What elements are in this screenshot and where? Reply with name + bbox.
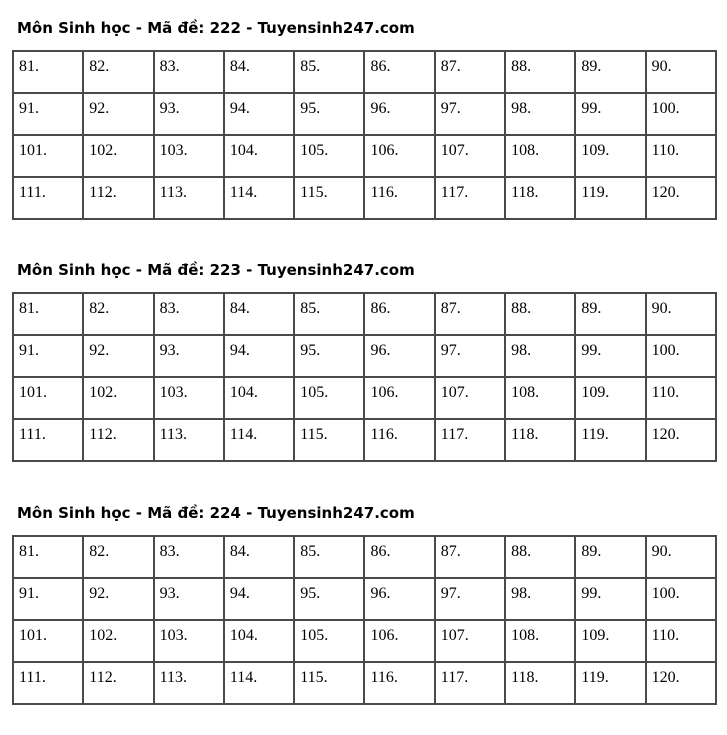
question-number: 90. — [651, 300, 672, 317]
answer-cell — [83, 51, 153, 93]
answer-cell — [505, 578, 575, 620]
question-number: 99. — [581, 585, 602, 602]
table-row — [13, 135, 716, 177]
question-number: 92. — [89, 585, 110, 602]
question-number: 116. — [370, 426, 398, 443]
question-number: 99. — [581, 342, 602, 359]
answer-cell — [13, 419, 83, 461]
question-number: 102. — [89, 384, 118, 401]
question-number: 105. — [300, 384, 329, 401]
question-number: 100. — [651, 585, 680, 602]
answer-cell — [364, 419, 434, 461]
question-number: 119. — [581, 669, 609, 686]
question-number: 106. — [370, 142, 399, 159]
question-number: 97. — [440, 342, 461, 359]
table-row — [13, 335, 716, 377]
answer-cell — [505, 335, 575, 377]
answer-cell — [646, 662, 716, 704]
answer-cell — [224, 536, 294, 578]
answer-cell — [575, 293, 645, 335]
answer-cell — [575, 578, 645, 620]
answer-cell — [575, 419, 645, 461]
question-number: 92. — [89, 342, 110, 359]
question-number: 118. — [511, 184, 539, 201]
question-number: 115. — [300, 426, 328, 443]
answer-cell — [364, 377, 434, 419]
question-number: 90. — [651, 58, 672, 75]
question-number: 117. — [440, 426, 469, 443]
answer-cell — [294, 620, 364, 662]
answer-cell — [13, 51, 83, 93]
answer-cell — [435, 377, 505, 419]
answer-cell — [224, 51, 294, 93]
answer-cell — [13, 135, 83, 177]
question-number: 101. — [19, 384, 47, 401]
answer-cell — [154, 536, 224, 578]
answer-cell — [224, 93, 294, 135]
question-number: 111. — [19, 426, 46, 443]
question-number: 89. — [581, 58, 602, 75]
answer-cell — [364, 51, 434, 93]
answer-cell — [435, 620, 505, 662]
answer-cell — [575, 662, 645, 704]
question-number: 119. — [581, 426, 609, 443]
answer-cell — [505, 135, 575, 177]
question-number: 120. — [651, 426, 680, 443]
question-number: 112. — [89, 669, 117, 686]
answer-cell — [224, 662, 294, 704]
answer-cell — [646, 620, 716, 662]
question-number: 108. — [511, 142, 540, 159]
answer-cell — [364, 93, 434, 135]
table-row — [13, 93, 716, 135]
question-number: 119. — [581, 184, 609, 201]
question-number: 107. — [440, 627, 469, 644]
question-number: 114. — [229, 184, 258, 201]
question-number: 85. — [300, 58, 321, 75]
answer-cell — [575, 335, 645, 377]
question-number: 106. — [370, 384, 399, 401]
question-number: 114. — [229, 669, 258, 686]
question-number: 105. — [300, 627, 329, 644]
answer-cell — [505, 93, 575, 135]
question-number: 82. — [89, 543, 110, 560]
answer-cell — [154, 135, 224, 177]
table-row — [13, 51, 716, 93]
question-number: 107. — [440, 142, 469, 159]
answer-cell — [224, 293, 294, 335]
question-number: 101. — [19, 627, 47, 644]
question-number: 102. — [89, 142, 118, 159]
question-number: 118. — [511, 669, 539, 686]
table-row — [13, 177, 716, 219]
answer-cell — [435, 293, 505, 335]
answer-cell — [575, 93, 645, 135]
answer-cell — [294, 51, 364, 93]
question-number: 109. — [581, 142, 610, 159]
answer-cell — [364, 293, 434, 335]
question-number: 93. — [159, 585, 180, 602]
answer-cell — [224, 177, 294, 219]
question-number: 96. — [370, 100, 391, 117]
question-number: 97. — [440, 585, 461, 602]
answer-cell — [224, 377, 294, 419]
answer-cell — [435, 51, 505, 93]
answer-cell — [83, 578, 153, 620]
answer-cell — [646, 419, 716, 461]
answer-cell — [294, 293, 364, 335]
question-number: 117. — [440, 669, 469, 686]
answer-cell — [13, 578, 83, 620]
question-number: 87. — [440, 300, 461, 317]
answer-cell — [646, 335, 716, 377]
question-number: 113. — [159, 669, 187, 686]
answer-cell — [224, 578, 294, 620]
question-number: 113. — [159, 426, 187, 443]
answer-cell — [364, 620, 434, 662]
question-number: 85. — [300, 300, 321, 317]
question-number: 106. — [370, 627, 399, 644]
question-number: 95. — [300, 342, 321, 359]
answer-cell — [505, 662, 575, 704]
answer-cell — [154, 662, 224, 704]
table-row — [13, 536, 716, 578]
question-number: 115. — [300, 669, 328, 686]
question-number: 82. — [89, 58, 110, 75]
question-number: 81. — [19, 58, 39, 75]
section-heading: Môn Sinh học - Mã đề: 224 - Tuyensinh247.com — [17, 504, 415, 522]
question-number: 110. — [651, 142, 680, 159]
answer-cell — [224, 620, 294, 662]
question-number: 83. — [159, 543, 180, 560]
question-number: 116. — [370, 184, 398, 201]
question-number: 88. — [511, 58, 532, 75]
answer-cell — [646, 177, 716, 219]
answer-cell — [154, 93, 224, 135]
question-number: 107. — [440, 384, 469, 401]
answer-cell — [435, 419, 505, 461]
question-number: 101. — [19, 142, 47, 159]
answer-cell — [505, 177, 575, 219]
question-number: 96. — [370, 342, 391, 359]
question-number: 103. — [159, 142, 188, 159]
question-number: 102. — [89, 627, 118, 644]
answer-cell — [294, 177, 364, 219]
question-number: 118. — [511, 426, 539, 443]
question-number: 94. — [229, 342, 250, 359]
answer-cell — [13, 377, 83, 419]
answer-cell — [575, 377, 645, 419]
question-number: 110. — [651, 384, 680, 401]
answer-cell — [575, 135, 645, 177]
answer-cell — [294, 377, 364, 419]
question-number: 83. — [159, 58, 180, 75]
question-number: 111. — [19, 184, 46, 201]
question-number: 81. — [19, 300, 39, 317]
answer-cell — [154, 177, 224, 219]
answer-cell — [435, 536, 505, 578]
question-number: 91. — [19, 100, 39, 117]
question-number: 112. — [89, 184, 117, 201]
answer-cell — [154, 335, 224, 377]
question-number: 108. — [511, 627, 540, 644]
question-number: 95. — [300, 585, 321, 602]
answer-cell — [83, 377, 153, 419]
answer-cell — [646, 51, 716, 93]
question-number: 87. — [440, 543, 461, 560]
question-number: 113. — [159, 184, 187, 201]
answer-cell — [13, 620, 83, 662]
answer-cell — [505, 377, 575, 419]
question-number: 105. — [300, 142, 329, 159]
question-number: 81. — [19, 543, 39, 560]
question-number: 103. — [159, 384, 188, 401]
answer-cell — [83, 335, 153, 377]
question-number: 88. — [511, 300, 532, 317]
answer-cell — [294, 536, 364, 578]
answer-cell — [294, 662, 364, 704]
question-number: 98. — [511, 100, 532, 117]
answer-cell — [13, 536, 83, 578]
question-number: 90. — [651, 543, 672, 560]
question-number: 99. — [581, 100, 602, 117]
table-row — [13, 662, 716, 704]
answer-cell — [13, 293, 83, 335]
question-number: 110. — [651, 627, 680, 644]
question-number: 116. — [370, 669, 398, 686]
question-number: 117. — [440, 184, 469, 201]
answer-cell — [154, 293, 224, 335]
answer-cell — [83, 93, 153, 135]
question-number: 83. — [159, 300, 180, 317]
answer-cell — [294, 335, 364, 377]
question-number: 108. — [511, 384, 540, 401]
answer-cell — [505, 293, 575, 335]
answer-cell — [224, 135, 294, 177]
answer-cell — [13, 335, 83, 377]
question-number: 98. — [511, 585, 532, 602]
answer-cell — [364, 335, 434, 377]
answer-table — [12, 535, 717, 705]
question-number: 98. — [511, 342, 532, 359]
question-number: 104. — [229, 627, 258, 644]
answer-cell — [575, 536, 645, 578]
answer-cell — [83, 177, 153, 219]
answer-cell — [294, 419, 364, 461]
answer-cell — [224, 335, 294, 377]
answer-cell — [435, 135, 505, 177]
answer-cell — [154, 377, 224, 419]
answer-cell — [83, 536, 153, 578]
question-number: 109. — [581, 384, 610, 401]
question-number: 93. — [159, 100, 180, 117]
question-number: 84. — [229, 543, 250, 560]
question-number: 89. — [581, 300, 602, 317]
answer-cell — [505, 620, 575, 662]
answer-cell — [154, 620, 224, 662]
question-number: 91. — [19, 342, 39, 359]
table-row — [13, 293, 716, 335]
question-number: 97. — [440, 100, 461, 117]
answer-cell — [364, 578, 434, 620]
question-number: 100. — [651, 100, 680, 117]
answer-cell — [154, 578, 224, 620]
question-number: 86. — [370, 300, 391, 317]
answer-cell — [435, 93, 505, 135]
answer-table — [12, 50, 717, 220]
answer-cell — [505, 51, 575, 93]
question-number: 86. — [370, 58, 391, 75]
answer-cell — [294, 93, 364, 135]
question-number: 109. — [581, 627, 610, 644]
question-number: 104. — [229, 142, 258, 159]
question-number: 94. — [229, 100, 250, 117]
answer-cell — [646, 578, 716, 620]
answer-cell — [646, 93, 716, 135]
answer-cell — [224, 419, 294, 461]
question-number: 82. — [89, 300, 110, 317]
answer-cell — [154, 51, 224, 93]
answer-cell — [364, 135, 434, 177]
question-number: 100. — [651, 342, 680, 359]
answer-cell — [646, 135, 716, 177]
answer-cell — [505, 536, 575, 578]
question-number: 120. — [651, 184, 680, 201]
answer-cell — [13, 93, 83, 135]
table-row — [13, 419, 716, 461]
answer-cell — [364, 536, 434, 578]
question-number: 111. — [19, 669, 46, 686]
question-number: 95. — [300, 100, 321, 117]
answer-cell — [575, 620, 645, 662]
question-number: 84. — [229, 58, 250, 75]
table-row — [13, 578, 716, 620]
question-number: 93. — [159, 342, 180, 359]
answer-cell — [575, 51, 645, 93]
question-number: 89. — [581, 543, 602, 560]
answer-cell — [154, 419, 224, 461]
answer-cell — [364, 662, 434, 704]
question-number: 92. — [89, 100, 110, 117]
answer-cell — [83, 135, 153, 177]
question-number: 85. — [300, 543, 321, 560]
answer-table — [12, 292, 717, 462]
answer-cell — [83, 293, 153, 335]
answer-cell — [435, 177, 505, 219]
answer-cell — [83, 662, 153, 704]
section-heading: Môn Sinh học - Mã đề: 223 - Tuyensinh247.com — [17, 261, 415, 279]
question-number: 94. — [229, 585, 250, 602]
answer-cell — [13, 662, 83, 704]
question-number: 115. — [300, 184, 328, 201]
answer-cell — [646, 536, 716, 578]
question-number: 114. — [229, 426, 258, 443]
question-number: 91. — [19, 585, 39, 602]
question-number: 103. — [159, 627, 188, 644]
answer-cell — [294, 135, 364, 177]
question-number: 112. — [89, 426, 117, 443]
answer-cell — [83, 419, 153, 461]
answer-cell — [13, 177, 83, 219]
answer-cell — [646, 293, 716, 335]
question-number: 88. — [511, 543, 532, 560]
answer-cell — [505, 419, 575, 461]
answer-cell — [646, 377, 716, 419]
answer-cell — [435, 335, 505, 377]
table-row — [13, 377, 716, 419]
question-number: 87. — [440, 58, 461, 75]
question-number: 104. — [229, 384, 258, 401]
answer-cell — [435, 662, 505, 704]
table-row — [13, 620, 716, 662]
question-number: 84. — [229, 300, 250, 317]
question-number: 86. — [370, 543, 391, 560]
answer-cell — [435, 578, 505, 620]
section-heading: Môn Sinh học - Mã đề: 222 - Tuyensinh247.com — [17, 19, 415, 37]
answer-cell — [364, 177, 434, 219]
answer-cell — [83, 620, 153, 662]
answer-cell — [575, 177, 645, 219]
question-number: 96. — [370, 585, 391, 602]
answer-cell — [294, 578, 364, 620]
question-number: 120. — [651, 669, 680, 686]
